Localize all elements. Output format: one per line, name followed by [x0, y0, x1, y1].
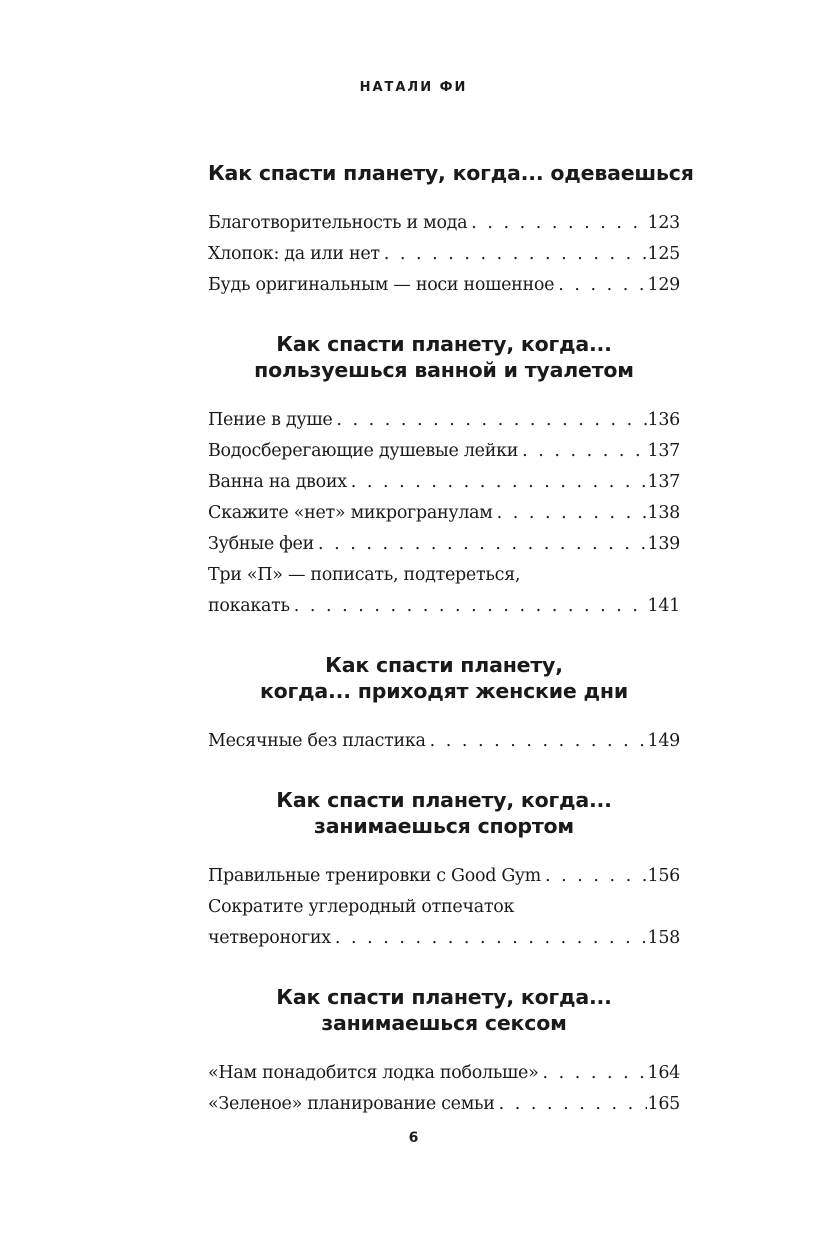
toc-entry[interactable] — [208, 498, 680, 529]
section-title-line: занимаешься спортом — [314, 814, 574, 838]
running-head: НАТАЛИ ФИ — [359, 80, 468, 95]
dot-leader — [290, 591, 648, 622]
toc-entry[interactable] — [208, 239, 680, 270]
toc-section — [208, 331, 680, 622]
toc-entry-title: Сократите углеродный отпечаток — [208, 897, 515, 917]
toc-entry-page: 156 — [647, 866, 680, 886]
toc-entry-title: Зубные феи — [208, 534, 314, 554]
toc-entry[interactable] — [208, 467, 680, 498]
toc-section — [208, 652, 680, 757]
toc-entry[interactable] — [208, 270, 680, 301]
toc-entry-title: четвероногих — [208, 928, 331, 948]
section-title — [208, 787, 680, 839]
toc-entry-page: 165 — [647, 1094, 680, 1114]
toc-entry-title: «Зеленое» планирование семьи — [208, 1094, 495, 1114]
toc-entry[interactable] — [208, 560, 680, 622]
dot-leader — [495, 1089, 648, 1120]
toc-entry-page: 123 — [647, 213, 680, 233]
section-title-line: Как спасти планету, когда... одеваешься — [208, 161, 694, 185]
toc-entry-title: Водосберегающие душевые лейки — [208, 441, 519, 461]
toc-entry[interactable] — [208, 861, 680, 892]
toc-entry-title: Три «П» — пописать, подтереться, — [208, 565, 521, 585]
toc-entry-page: 141 — [647, 596, 680, 616]
toc-entry-title: «Нам понадобится лодка побольше» — [208, 1063, 539, 1083]
toc-entry-page: 138 — [647, 503, 680, 523]
toc-entry-page: 137 — [647, 441, 680, 461]
dot-leader — [467, 208, 647, 239]
toc-entry-title: Благотворительность и мода — [208, 213, 468, 233]
toc-entry[interactable] — [208, 726, 680, 757]
dot-leader — [541, 861, 648, 892]
section-title — [208, 160, 694, 186]
toc-entry-page: 158 — [647, 928, 680, 948]
section-title-line: занимаешься сексом — [321, 1011, 567, 1035]
dot-leader — [380, 239, 648, 270]
toc-entry-page: 136 — [647, 410, 680, 430]
toc-section — [208, 984, 680, 1120]
dot-leader — [314, 529, 648, 560]
toc-entry-page: 137 — [647, 472, 680, 492]
toc-entry[interactable] — [208, 405, 680, 436]
section-title-line: когда... приходят женские дни — [259, 679, 629, 703]
toc-entry-page: 129 — [647, 275, 680, 295]
toc-entry-page: 125 — [647, 244, 680, 264]
toc-entry-title: Будь оригинальным — носи ношенное — [208, 275, 555, 295]
dot-leader — [538, 1058, 647, 1089]
section-title-line: Как спасти планету, когда... — [276, 985, 612, 1009]
toc-entry-page: 164 — [647, 1063, 680, 1083]
toc-entry[interactable] — [208, 892, 680, 954]
dot-leader — [347, 467, 648, 498]
toc-section — [208, 160, 694, 301]
section-title-line: пользуешься ванной и туалетом — [254, 358, 634, 382]
toc-entry[interactable] — [208, 208, 680, 239]
section-title-line: Как спасти планету, — [325, 653, 563, 677]
dot-leader — [554, 270, 647, 301]
toc-entry[interactable] — [208, 1089, 680, 1120]
toc-entry[interactable] — [208, 529, 680, 560]
section-title — [208, 652, 680, 704]
toc-entry[interactable] — [208, 1058, 680, 1089]
section-title — [208, 984, 680, 1036]
page-number: 6 — [408, 1130, 419, 1146]
dot-leader — [426, 726, 648, 757]
dot-leader — [518, 436, 647, 467]
toc-entry-title: Месячные без пластика — [208, 731, 426, 751]
toc-entry-title: Хлопок: да или нет — [208, 244, 380, 264]
toc-entry-title: Пение в душе — [208, 410, 333, 430]
section-title — [208, 331, 680, 383]
dot-leader — [493, 498, 648, 529]
toc-entry-page: 149 — [647, 731, 680, 751]
section-title-line: Как спасти планету, когда... — [276, 788, 612, 812]
toc-entry-title: Скажите «нет» микрогранулам — [208, 503, 493, 523]
toc-entry-title: Правильные тренировки с Good Gym — [208, 866, 541, 886]
toc-section — [208, 787, 680, 954]
toc-entry[interactable] — [208, 436, 680, 467]
table-of-contents — [208, 160, 694, 1150]
toc-entry-page: 139 — [647, 534, 680, 554]
toc-entry-title: покакать — [208, 596, 290, 616]
section-title-line: Как спасти планету, когда... — [276, 332, 612, 356]
dot-leader — [332, 405, 647, 436]
toc-entry-title: Ванна на двоих — [208, 472, 347, 492]
dot-leader — [331, 923, 648, 954]
